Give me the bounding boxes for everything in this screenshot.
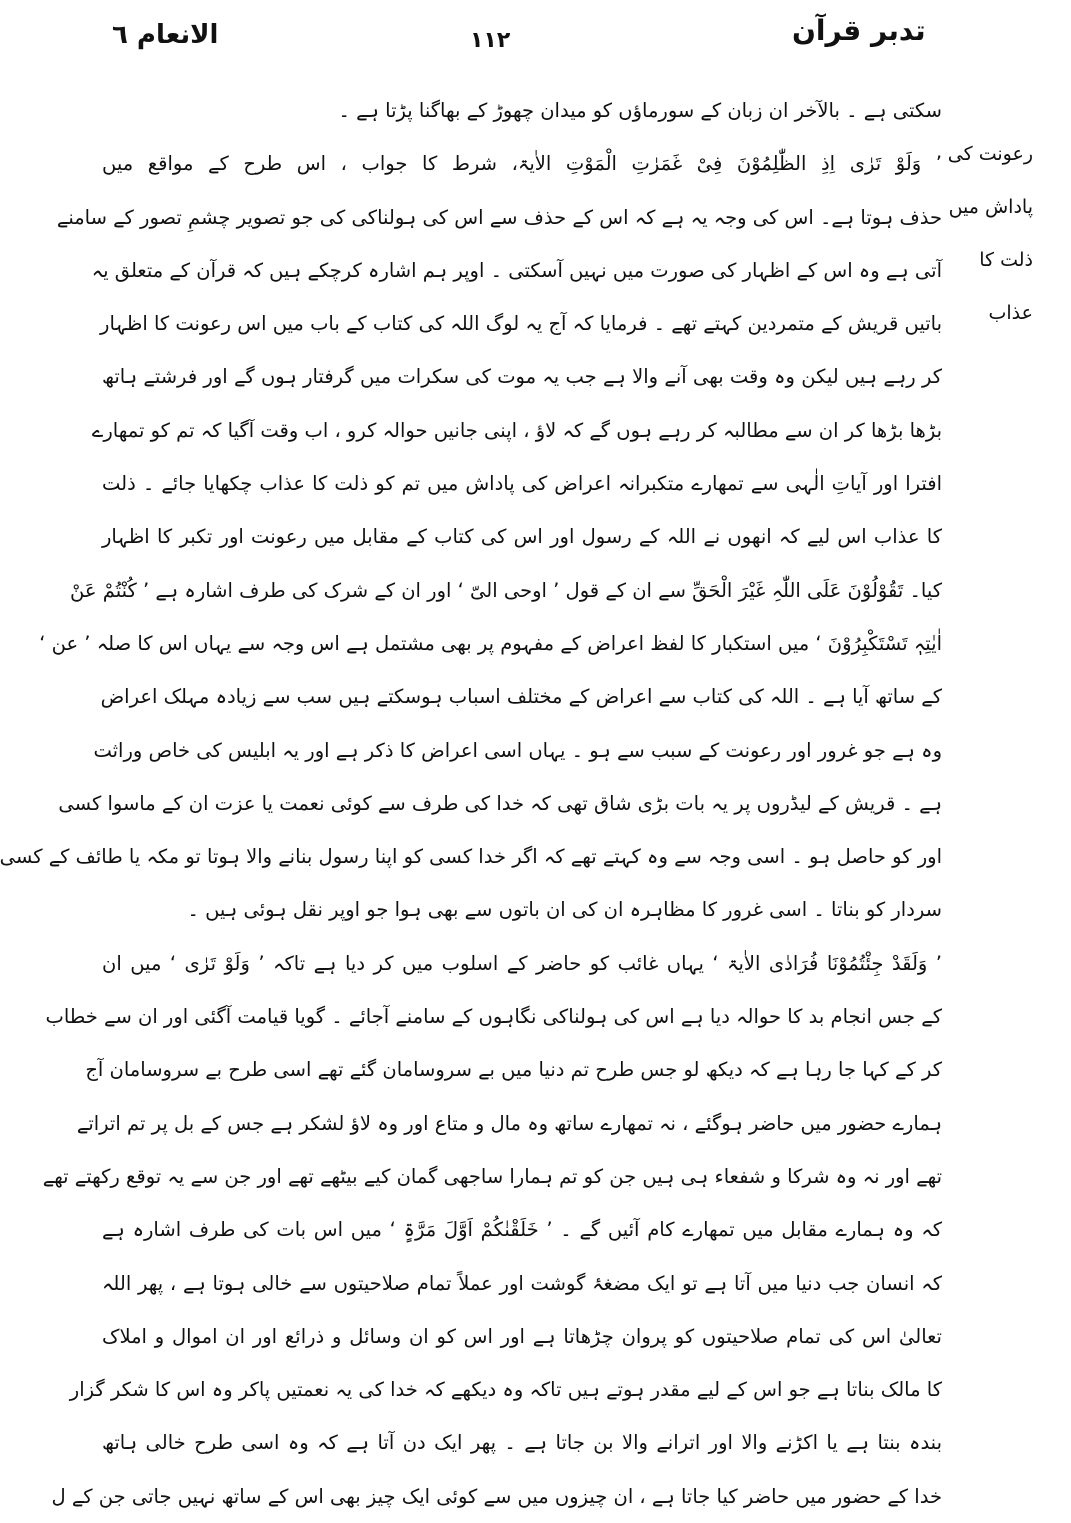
text-line: بندہ بنتا ہے یا اکڑنے والا اور اترانے والا بن جاتا ہے ۔ پھر ایک دن آتا ہے کہ وہ اسی طرح خالی ہاتھ: [102, 1431, 942, 1455]
margin-note-line: رعونت کی: [947, 143, 1033, 165]
text-line: افترا اور آیاتِ الٰہی سے تمھارے متکبرانہ اعراض کی پاداش میں تم کو ذلت کا عذاب چکھایا جائے ۔ ذلت: [102, 472, 942, 496]
text-line: خدا کے حضور میں حاضر کیا جاتا ہے ، ان چیزوں میں سے کوئی ایک چیز بھی اس کے ساتھ نہیں جاتی جن کے ل: [51, 1484, 942, 1508]
body-text: [0, 84, 942, 1523]
surah-name: الانعام ٦: [112, 20, 219, 50]
text-line: بڑھا بڑھا کر ان سے مطالبہ کر رہے ہوں گے کہ لاؤ ، اپنی جانیں حوالہ کرو ، اب وقت آگیا کہ تم کو تمھارے: [91, 418, 942, 442]
text-line: ہے ۔ قریش کے لیڈروں پر یہ بات بڑی شاق تھی کہ خدا کی طرف سے کوئی نعمت یا عزت ان کے ماسوا کسی: [58, 791, 942, 815]
text-line: کے ساتھ آیا ہے ۔ اللہ کی کتاب سے اعراض کے مختلف اسباب ہوسکتے ہیں سب سے زیادہ مہلک اعراض: [100, 685, 942, 709]
text-line: باتیں قریش کے متمردین کہتے تھے ۔ فرمایا کہ آج یہ لوگ اللہ کی کتاب کے باب میں اس رعونت کا اظہار: [100, 312, 942, 336]
book-title: تدبر قرآن: [792, 14, 926, 47]
text-line: سکتی ہے ۔ بالآخر ان زبان کے سورماؤں کو میدان چھوڑ کے بھاگنا پڑتا ہے ۔: [338, 99, 942, 122]
page-number: ١١٢: [470, 28, 511, 53]
text-line: اٰیٰتِہٖ تَسْتَکْبِرُوْنَ ‘ میں استکبار کا لفظ اعراض کے مفہوم پر بھی مشتمل ہے اس وجہ سے یہاں اس کا صلہ ’ عن ‘: [39, 631, 942, 655]
margin-note-line: ذلت کا: [979, 249, 1033, 271]
margin-note-line: عذاب: [988, 302, 1033, 324]
text-line: اور کو حاصل ہو ۔ اسی وجہ سے وہ کہتے تھے کہ اگر خدا کسی کو اپنا رسول بنانے والا ہوتا تو مکہ یا طائف کے کسی: [0, 845, 942, 869]
text-line: ہمارے حضور میں حاضر ہوگئے ، نہ تمھارے ساتھ وہ مال و متاع اور وہ لاؤ لشکر ہے جس کے بل پر تم اتراتے: [76, 1111, 942, 1135]
text-line: کہ وہ ہمارے مقابل میں تمھارے کام آئیں گے ۔ ’ خَلَقْنٰکُمْ اَوَّلَ مَرَّۃٍ ‘ میں اس بات کی طرف اشارہ ہے: [102, 1218, 942, 1242]
text-line: سردار کو بناتا ۔ اسی غرور کا مظاہرہ ان کی ان باتوں سے بھی ہوا جو اوپر نقل ہوئی ہیں ۔: [187, 898, 942, 922]
text-line: کر رہے ہیں لیکن وہ وقت بھی آنے والا ہے جب یہ موت کی سکرات میں گرفتار ہوں گے اور فرشتے ہاتھ: [102, 365, 942, 389]
text-line: ’ وَلَقَدْ جِئْتُمُوْنَا فُرَادٰی الاٰیۃ ‘ یہاں غائب کو حاضر کے اسلوب میں کر دیا ہے تاکہ ’ وَلَوْ تَرٰی ‘ میں ان: [102, 951, 942, 975]
text-line: کیا۔ تَقُوْلُوْنَ عَلَی اللّٰہِ غَیْرَ الْحَقِّ سے ان کے قول ’ اوحی الیّ ‘ اور ان کے شرک کی طرف اشارہ ہے ’ کُنْتُمْ عَنْ: [70, 578, 942, 602]
text-line: کہ انسان جب دنیا میں آتا ہے تو ایک مضغۂ گوشت اور عملاً تمام صلاحیتوں سے خالی ہوتا ہے ، پھر اللہ: [102, 1271, 942, 1295]
text-line: ’ وَلَوْ تَرٰی اِذِ الظّٰلِمُوْنَ فِیْ غَمَرٰتِ الْمَوْتِ الاٰیۃ، شرط کا جواب ، اس طرح کے مواقع میں: [102, 152, 942, 176]
text-line: کا عذاب اس لیے کہ انھوں نے اللہ کے رسول اور اس کی کتاب کے مقابل میں رعونت اور تکبر کا اظہار: [102, 525, 942, 549]
page-header: [0, 14, 1071, 58]
text-line: وہ ہے جو غرور اور رعونت کے سبب سے ہو ۔ یہاں اسی اعراض کا ذکر ہے اور یہ ابلیس کی خاص وراثت: [93, 738, 942, 762]
text-line: کا مالک بناتا ہے جو اس کے لیے مقدر ہوتے ہیں تاکہ وہ دیکھے کہ خدا کی یہ نعمتیں پاکر وہ اس کا شکر گزار: [69, 1378, 942, 1402]
text-line: حذف ہوتا ہے۔ اس کی وجہ یہ ہے کہ اس کے حذف سے اس کی ہولناکی کی جو تصویر چشمِ تصور کے سامنے: [56, 205, 942, 229]
text-line: تعالیٰ اس کی تمام صلاحیتوں کو پروان چڑھاتا ہے اور اس کو ان وسائل و ذرائع اور ان اموال و املاک: [102, 1324, 942, 1348]
text-line: کے جس انجام بد کا حوالہ دیا ہے اس کی ہولناکی نگاہوں کے سامنے آجائے ۔ گویا قیامت آگئی اور ان سے خطاب: [45, 1005, 942, 1029]
text-line: آتی ہے وہ اس کے اظہار کی صورت میں نہیں آسکتی ۔ اوپر ہم اشارہ کرچکے ہیں کہ قرآن کے متعلق یہ: [91, 258, 942, 282]
text-line: تھے اور نہ وہ شرکا و شفعاء ہی ہیں جن کو تم ہمارا ساجھی گمان کیے بیٹھے تھے اور جن سے یہ توقع رکھتے تھے: [42, 1164, 942, 1188]
text-line: کر کے کہا جا رہا ہے کہ دیکھ لو جس طرح تم دنیا میں بے سروسامان گئے تھے اسی طرح بے سروسامان آج: [85, 1058, 942, 1082]
margin-note-line: پاداش میں: [948, 196, 1033, 218]
